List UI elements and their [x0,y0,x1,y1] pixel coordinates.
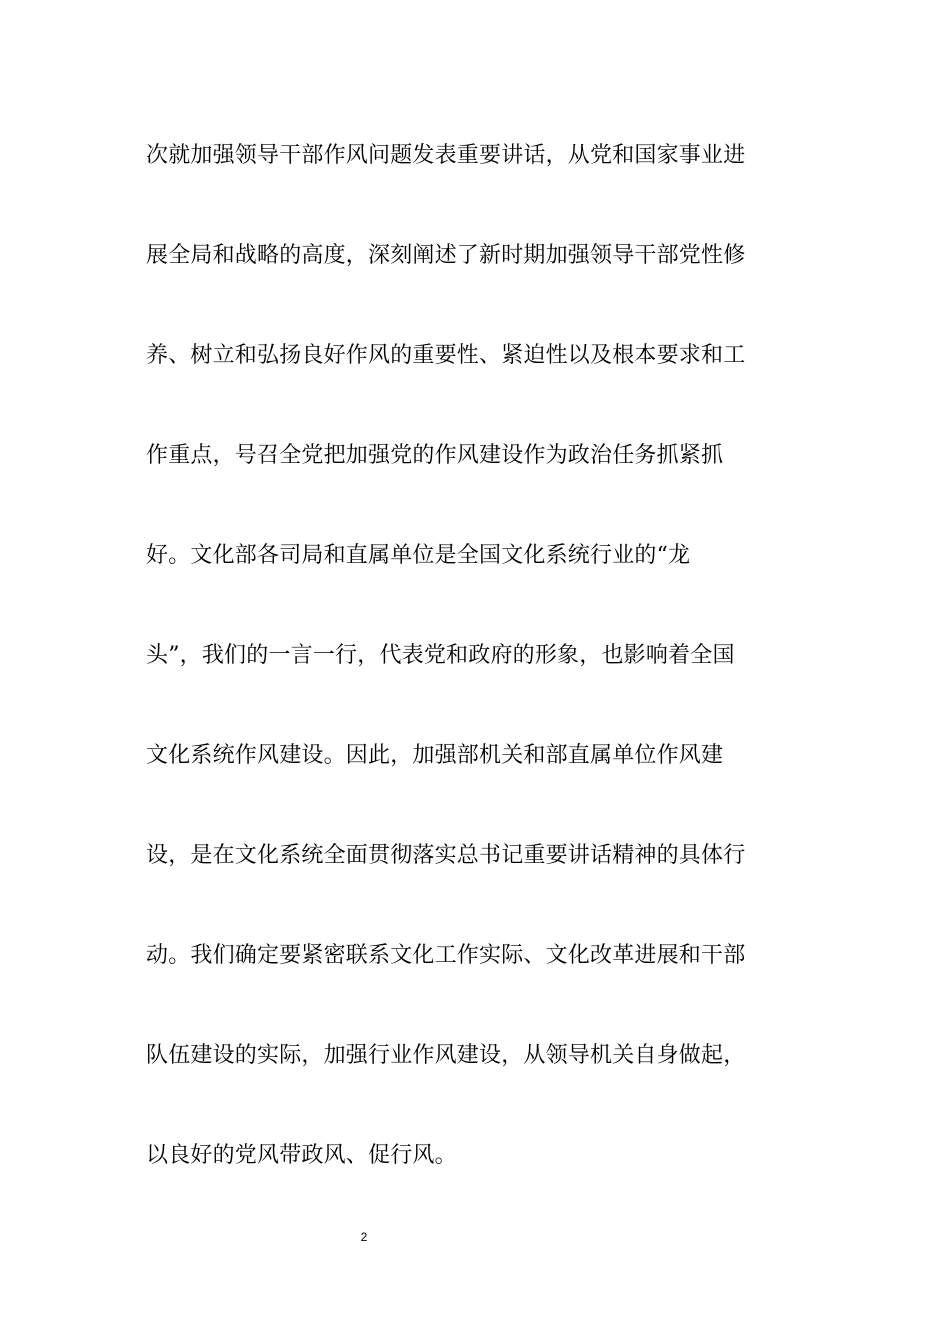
text-line: 次就加强领导干部作风问题发表重要讲话，从党和国家事业进 [146,143,746,168]
text-line: 头”，我们的一言一行，代表党和政府的形象，也影响着全国 [146,643,735,668]
text-line: 以良好的党风带政风、促行风。 [146,1143,457,1168]
text-line: 设，是在文化系统全面贯彻落实总书记重要讲话精神的具体行 [146,843,746,868]
body-paragraph [146,136,816,1236]
text-line: 文化系统作风建设。因此，加强部机关和部直属单位作风建 [146,743,724,768]
text-line: 作重点，号召全党把加强党的作风建设作为政治任务抓紧抓 [146,443,724,468]
page-number: 2 [360,1230,368,1244]
text-line: 展全局和战略的高度，深刻阐述了新时期加强领导干部党性修 [146,243,746,268]
text-line: 养、树立和弘扬良好作风的重要性、紧迫性以及根本要求和工 [146,343,746,368]
text-line: 队伍建设的实际，加强行业作风建设，从领导机关自身做起， [146,1043,746,1068]
text-line: 动。我们确定要紧密联系文化工作实际、文化改革进展和干部 [146,943,746,968]
text-line: 好。文化部各司局和直属单位是全国文化系统行业的“龙 [146,543,691,568]
